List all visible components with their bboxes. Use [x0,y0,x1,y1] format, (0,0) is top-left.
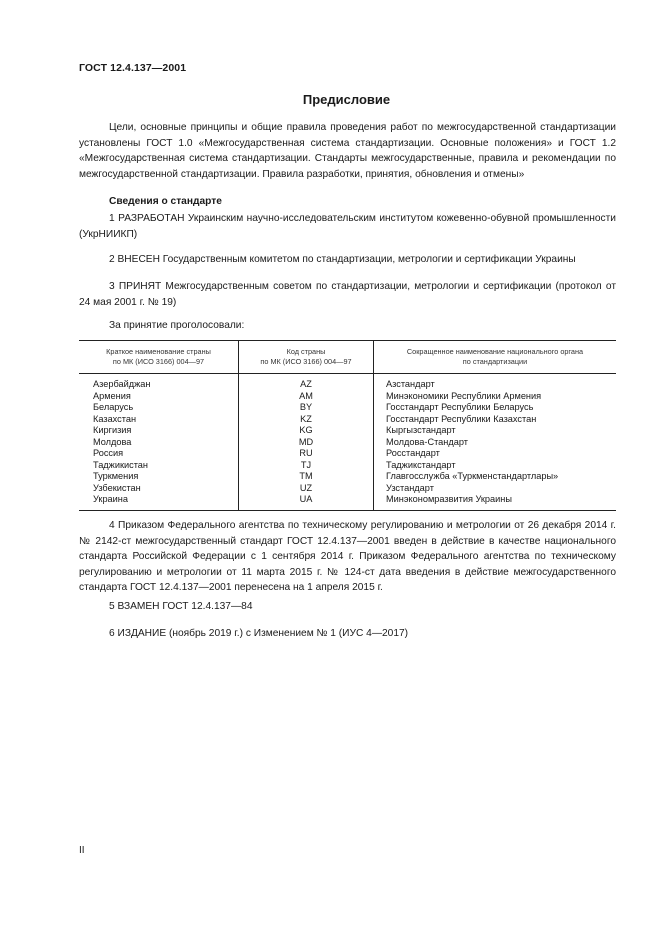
org-cell: Таджикстандарт [374,460,617,472]
header-code-line1: Код страны [286,346,326,356]
country-cell: Молдова [93,436,132,447]
header-org-line2: по стандартизации [462,356,528,366]
org-cell: Минэкономразвития Украины [374,494,617,510]
table-row [79,494,616,510]
code-cell: KG [239,425,374,437]
table-row [79,437,616,449]
intro-paragraph [79,120,616,182]
intro-text: Цели, основные принципы и общие правила проведения работ по межгосударственной стандартизации установлены ГОСТ 1.0 «Межгосударственная система стандартизации. Основные положения» и ГОСТ 1.2 «Межгосударственная система стандартизации. Стандарты межгосударственные, правила и рекомендации по межгосударственной стандартизации. Правила разработки, принятия, обновления и отмены» [79,122,616,180]
table-row [79,374,616,391]
item-3-text: 3 ПРИНЯТ Межгосударственным советом по стандартизации, метрологии и сертификации (протокол от 24 мая 2001 г. № 19) [79,281,616,308]
country-cell: Казахстан [93,413,137,424]
code-cell: UA [239,494,374,510]
section-heading: Сведения о стандарте [109,196,222,207]
header-org-line1: Сокращенное наименование национального органа [406,346,584,356]
item-2-paragraph [79,252,616,268]
table-header-row [79,341,616,374]
table-row [79,483,616,495]
country-cell: Киргизия [93,425,132,436]
header-country [79,341,239,374]
item-5-paragraph [79,599,616,615]
page-title-text: Предисловие [302,92,391,107]
code-cell: TM [239,471,374,483]
header-country-line1: Краткое наименование страны [106,346,211,356]
table-row [79,402,616,414]
code-cell: AM [239,391,374,403]
country-cell: Узбекистан [93,482,141,493]
table-row [79,460,616,472]
header-code-line2: по МК (ИСО 3166) 004—97 [260,356,352,366]
country-cell: Туркмения [93,471,139,482]
code-cell: MD [239,437,374,449]
page-number: II [79,845,85,856]
org-cell: Главгосслужба «Туркменстандартлары» [374,471,617,483]
org-cell: Узстандарт [374,483,617,495]
header-country-line2: по МК (ИСО 3166) 004—97 [112,356,205,366]
org-cell: Госстандарт Республики Казахстан [374,414,617,426]
item-6-paragraph [79,626,616,642]
code-cell: KZ [239,414,374,426]
country-cell: Россия [93,448,124,459]
item-5-text: 5 ВЗАМЕН ГОСТ 12.4.137—84 [109,601,253,612]
header-org [374,341,617,374]
item-1-paragraph [79,211,616,242]
table-row [79,448,616,460]
org-cell: Азстандарт [374,374,617,391]
table-row [79,471,616,483]
item-1-text: 1 РАЗРАБОТАН Украинским научно-исследовательским институтом кожевенно-обувной промышленности (УкрНИИКП) [79,213,616,240]
country-cell: Азербайджан [93,379,151,389]
page-title [0,92,661,107]
code-cell: RU [239,448,374,460]
org-cell: Росстандарт [374,448,617,460]
code-cell: TJ [239,460,374,472]
country-cell: Таджикистан [93,459,148,470]
org-cell: Госстандарт Республики Беларусь [374,402,617,414]
table-row [79,425,616,437]
code-cell: UZ [239,483,374,495]
document-code-header: ГОСТ 12.4.137—2001 [79,62,187,74]
code-cell: AZ [239,374,374,391]
country-cell: Армения [93,390,131,401]
country-cell: Беларусь [93,402,134,413]
code-cell: BY [239,402,374,414]
org-cell: Минэкономики Республики Армения [374,391,617,403]
voting-table [79,340,616,511]
item-4-paragraph [79,518,616,596]
item-4-text: 4 Приказом Федерального агентства по техническому регулированию и метрологии от 26 декабря 2014 г. № 2142-ст межгосударственный стандарт ГОСТ 12.4.137—2001 введен в действие в качестве национального стандарта Российской Федерации с 1 сентября 2014 г. Приказом Федерального агентства по техническому регулированию и метрологии от 11 марта 2015 г. № 124-ст дата введения в действие межгосударственного стандарта ГОСТ 12.4.137—2001 перенесена на 1 апреля 2015 г. [79,520,616,593]
country-cell: Украина [79,494,239,510]
vote-label: За принятие проголосовали: [109,320,245,331]
table-row [79,414,616,426]
org-cell: Кыргызстандарт [374,425,617,437]
item-6-text: 6 ИЗДАНИЕ (ноябрь 2019 г.) с Изменением № 1 (ИУС 4—2017) [109,628,409,639]
item-2-text: 2 ВНЕСЕН Государственным комитетом по стандартизации, метрологии и сертификации Украины [109,254,576,265]
header-code [239,341,374,374]
org-cell: Молдова-Стандарт [374,437,617,449]
item-3-paragraph [79,279,616,310]
table-row [79,391,616,403]
